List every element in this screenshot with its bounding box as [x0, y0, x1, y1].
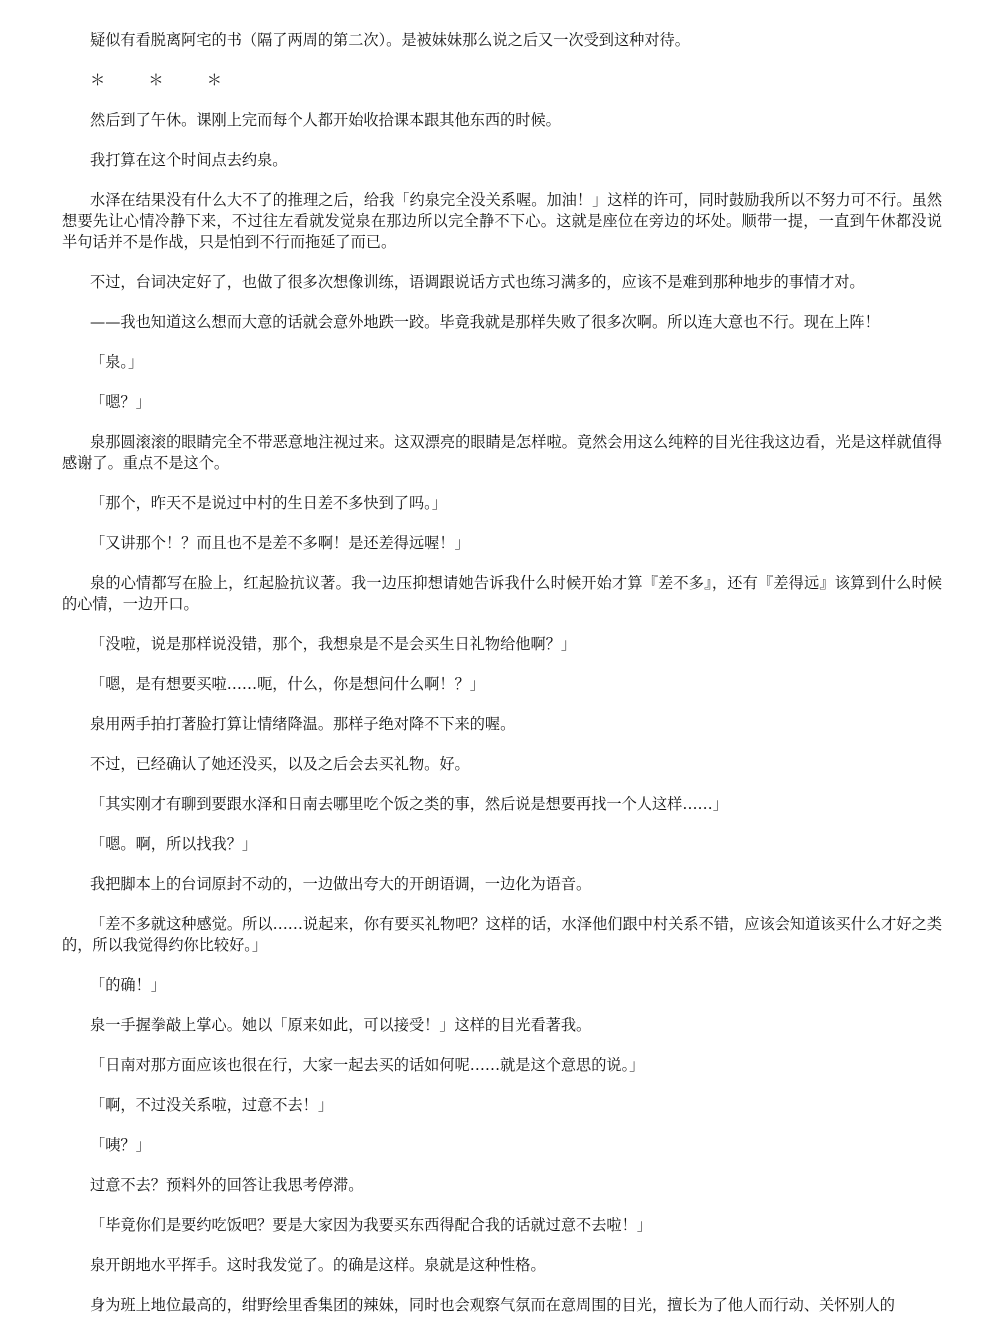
dialogue-line: 「嗯？」: [90, 393, 151, 411]
scene-separator: ＊ ＊ ＊: [90, 71, 236, 89]
dialogue-line: 「的确！」: [90, 976, 166, 994]
paragraph: 泉的心情都写在脸上，红起脸抗议著。我一边压抑想请她告诉我什么时候开始才算『差不多』，还有『差得远』该算到什么时候的心情，一边开口。: [62, 574, 942, 613]
dialogue-line: 「又讲那个！？而且也不是差不多啊！是还差得远喔！」: [90, 534, 470, 552]
document-page: [62, 30, 942, 1335]
dialogue-line: 「咦？」: [90, 1136, 151, 1154]
paragraph: 不过，台词决定好了，也做了很多次想像训练，语调跟说话方式也练习满多的，应该不是难到那种地步的事情才对。: [90, 273, 865, 291]
paragraph: 水泽在结果没有什么大不了的推理之后，给我「约泉完全没关系喔。加油！」这样的许可，同时鼓励我所以不努力可不行。虽然想要先让心情冷静下来，不过往左看就发觉泉在那边所以完全静不下心。这就是座位在旁边的坏处。顺带一提，一直到午休都没说半句话并不是作战，只是怕到不行而拖延了而已。: [62, 191, 942, 251]
dialogue-line: 「其实刚才有聊到要跟水泽和日南去哪里吃个饭之类的事，然后说是想要再找一个人这样……」: [90, 795, 728, 813]
paragraph: 我把脚本上的台词原封不动的，一边做出夸大的开朗语调，一边化为语音。: [90, 875, 592, 893]
paragraph: ——我也知道这么想而大意的话就会意外地跌一跤。毕竟我就是那样失败了很多次啊。所以连大意也不行。现在上阵！: [90, 313, 880, 331]
dialogue-line: 「嗯，是有想要买啦……呃，什么，你是想问什么啊！？」: [90, 675, 485, 693]
paragraph: 泉用两手拍打著脸打算让情绪降温。那样子绝对降不下来的喔。: [90, 715, 516, 733]
paragraph: 过意不去？预料外的回答让我思考停滞。: [90, 1176, 364, 1194]
dialogue-line: 「啊，不过没关系啦，过意不去！」: [90, 1096, 333, 1114]
dialogue-line: 「泉。」: [90, 353, 144, 371]
dialogue-line: 「日南对那方面应该也很在行，大家一起去买的话如何呢……就是这个意思的说。」: [90, 1056, 645, 1074]
dialogue-line: 「毕竟你们是要约吃饭吧？要是大家因为我要买东西得配合我的话就过意不去啦！」: [90, 1216, 652, 1234]
dialogue-line: 「没啦，说是那样说没错，那个，我想泉是不是会买生日礼物给他啊？」: [90, 635, 576, 653]
paragraph: 不过，已经确认了她还没买，以及之后会去买礼物。好。: [90, 755, 470, 773]
paragraph: 泉开朗地水平挥手。这时我发觉了。的确是这样。泉就是这种性格。: [90, 1256, 546, 1274]
dialogue-line: 「嗯。啊，所以找我？」: [90, 835, 258, 853]
paragraph: 身为班上地位最高的，绀野绘里香集团的辣妹，同时也会观察气氛而在意周围的目光，擅长为了他人而行动、关怀别人的: [90, 1296, 895, 1314]
paragraph: 泉那圆滚滚的眼睛完全不带恶意地注视过来。这双漂亮的眼睛是怎样啦。竟然会用这么纯粹的目光往我这边看，光是这样就值得感谢了。重点不是这个。: [62, 433, 942, 472]
dialogue-line: 「那个，昨天不是说过中村的生日差不多快到了吗。」: [90, 494, 447, 512]
paragraph: 泉一手握拳敲上掌心。她以「原来如此，可以接受！」这样的目光看著我。: [90, 1016, 592, 1034]
paragraph: 我打算在这个时间点去约泉。: [90, 151, 288, 169]
paragraph: 然后到了午休。课刚上完而每个人都开始收拾课本跟其他东西的时候。: [90, 111, 561, 129]
paragraph: 疑似有看脱离阿宅的书（隔了两周的第二次）。是被妹妹那么说之后又一次受到这种对待。: [90, 31, 690, 49]
dialogue-line: 「差不多就这种感觉。所以……说起来，你有要买礼物吧？这样的话，水泽他们跟中村关系不错，应该会知道该买什么才好之类的，所以我觉得约你比较好。」: [62, 915, 942, 954]
